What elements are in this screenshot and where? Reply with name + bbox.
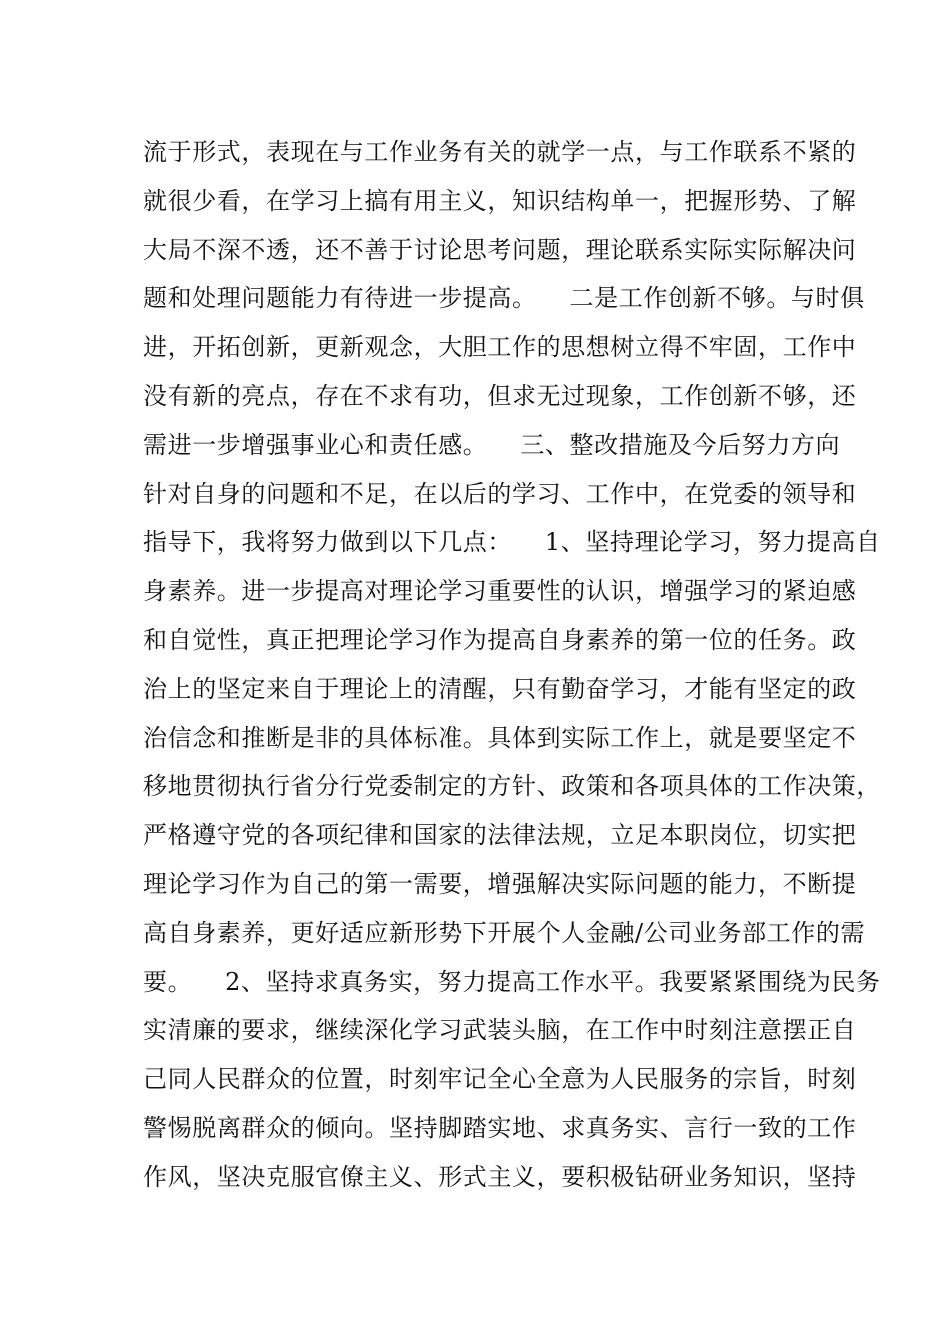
text-line: 实清廉的要求，继续深化学习武装头脑，在工作中时刻注意摆正自 — [143, 1016, 857, 1045]
text-line: 进，开拓创新，更新观念，大胆工作的思想树立得不牢固，工作中 — [143, 333, 857, 362]
text-line: 流于形式，表现在与工作业务有关的就学一点，与工作联系不紧的 — [143, 138, 857, 166]
text-line: 严格遵守党的各项纪律和国家的法律法规，立足本职岗位，切实把 — [143, 821, 857, 850]
text-line: 要。 2、坚持求真务实，努力提高工作水平。我要紧紧围绕为民务 — [143, 967, 881, 996]
text-line: 没有新的亮点，存在不求有功，但求无过现象，工作创新不够，还 — [143, 381, 857, 410]
text-line: 作风，坚决克服官僚主义、形式主义，要积极钻研业务知识，坚持 — [143, 1162, 857, 1191]
text-line: 治上的坚定来自于理论上的清醒，只有勤奋学习，才能有坚定的政 — [143, 674, 857, 703]
text-line: 移地贯彻执行省分行党委制定的方针、政策和各项具体的工作决策， — [143, 772, 881, 801]
text-line: 己同人民群众的位置，时刻牢记全心全意为人民服务的宗旨，时刻 — [143, 1065, 857, 1094]
text-line: 大局不深不透，还不善于讨论思考问题，理论联系实际实际解决问 — [143, 235, 857, 264]
body-text — [143, 128, 881, 1202]
text-line: 治信念和推断是非的具体标准。具体到实际工作上，就是要坚定不 — [143, 723, 857, 752]
text-line: 题和处理问题能力有待进一步提高。 二是工作创新不够。与时俱 — [143, 284, 865, 313]
text-line: 身素养。进一步提高对理论学习重要性的认识，增强学习的紧迫感 — [143, 577, 857, 606]
text-line: 理论学习作为自己的第一需要，增强解决实际问题的能力，不断提 — [143, 869, 857, 898]
text-line: 需进一步增强事业心和责任感。 三、整改措施及今后努力方向 — [143, 430, 841, 459]
text-line: 指导下，我将努力做到以下几点： 1、坚持理论学习，努力提高自 — [143, 528, 881, 557]
text-line: 就很少看，在学习上搞有用主义，知识结构单一，把握形势、了解 — [143, 186, 857, 215]
text-line: 高自身素养，更好适应新形势下开展个人金融/公司业务部工作的需 — [143, 918, 866, 947]
text-line: 针对自身的问题和不足，在以后的学习、工作中，在党委的领导和 — [143, 479, 857, 508]
text-line: 和自觉性，真正把理论学习作为提高自身素养的第一位的任务。政 — [143, 625, 857, 654]
text-line: 警惕脱离群众的倾向。坚持脚踏实地、求真务实、言行一致的工作 — [143, 1113, 857, 1142]
